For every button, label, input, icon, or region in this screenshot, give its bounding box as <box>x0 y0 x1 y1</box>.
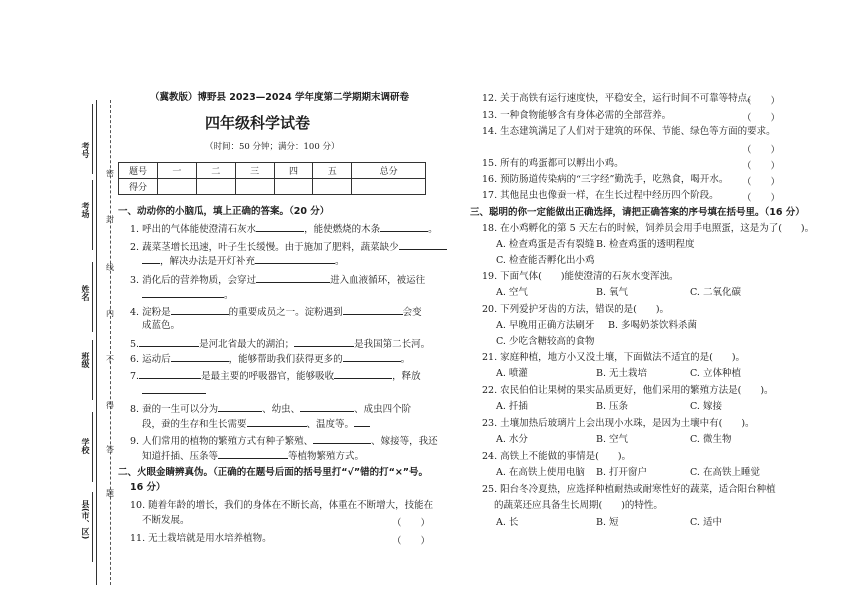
question-text: 是我国第二长河。 <box>354 339 431 350</box>
question-text: 是最主要的呼吸器官，能够吸收 <box>201 371 335 382</box>
question-21: 21. 家庭种植，地方小又没土壤，下面做法不适宜的是( )。 <box>482 352 746 363</box>
question-text: 会变 <box>402 307 422 318</box>
answer-blank[interactable] <box>171 352 229 362</box>
answer-blank[interactable] <box>334 369 392 379</box>
answer-blank[interactable] <box>313 434 371 444</box>
section1-heading: 一、动动你的小脑瓜，填上正确的答案。（20 分） <box>118 206 330 217</box>
question-8 <box>130 402 411 416</box>
option-c[interactable]: C. 微生物 <box>690 434 732 445</box>
question-text: 4. 淀粉是 <box>130 307 171 318</box>
option-c[interactable]: C. 二氧化碳 <box>690 287 741 298</box>
question-text: 。 <box>224 290 234 301</box>
question-text: 7. <box>130 371 140 382</box>
score-table-cell: 题号 <box>119 163 158 179</box>
option-c[interactable]: C. 嫁接 <box>690 401 722 412</box>
question-text: 、嫁接等，我还 <box>371 436 438 447</box>
label-county: 县(市、区) <box>81 500 90 540</box>
question-20: 20. 下列爱护牙齿的方法，错误的是( )。 <box>482 304 670 315</box>
question-10-line2: 不断发展。 <box>142 515 190 526</box>
option-a[interactable]: A. 检查鸡蛋是否有裂缝 <box>496 239 595 250</box>
section2-heading: 二、火眼金睛辨真伪。（正确的在题号后面的括号里打“√”错的打“×”号。 <box>118 467 429 478</box>
judge-answer-paren[interactable]: （ ） <box>742 96 781 107</box>
seal-char: 不 <box>106 355 114 364</box>
option-c[interactable]: C. 适中 <box>690 517 722 528</box>
question-9-line2 <box>142 449 364 463</box>
question-text: 3. 消化后的营养物质，会穿过 <box>130 275 257 286</box>
judge-answer-paren[interactable]: （ ） <box>742 161 781 172</box>
binding-line-outer <box>96 100 97 585</box>
question-text: 6. 运动后 <box>130 354 171 365</box>
option-b[interactable]: B. 多喝奶茶饮料杀菌 <box>608 320 698 331</box>
field-county[interactable] <box>92 492 93 562</box>
question-12: 12. 关于高铁有运行速度快，平稳安全，运行时间不可靠等特点。 <box>482 93 757 104</box>
question-text: 知道扦插、压条等 <box>142 451 219 462</box>
judge-answer-paren[interactable]: （ ） <box>392 518 431 529</box>
score-table <box>118 162 426 195</box>
answer-blank[interactable] <box>255 254 335 264</box>
seal-char: 封 <box>106 215 114 224</box>
answer-blank[interactable] <box>142 288 224 298</box>
question-text: 是河北省最大的湖泊； <box>199 339 295 350</box>
answer-blank[interactable] <box>300 402 354 412</box>
answer-blank[interactable] <box>256 273 330 283</box>
question-1 <box>130 222 438 236</box>
answer-blank[interactable] <box>142 384 206 394</box>
label-name: 姓名 <box>81 285 90 301</box>
label-school: 学校 <box>81 438 90 454</box>
question-text: 等植物繁殖方式。 <box>288 451 365 462</box>
option-a[interactable]: A. 在高铁上使用电脑 <box>496 467 585 478</box>
question-22: 22. 农民伯伯让果树的果实品质更好，他们采用的繁殖方法是( )。 <box>482 385 774 396</box>
option-b[interactable]: B. 氧气 <box>596 287 629 298</box>
option-b[interactable]: B. 空气 <box>596 434 629 445</box>
label-exam-room: 考场 <box>81 202 90 218</box>
question-2-line2 <box>142 254 345 268</box>
question-text: ，能够帮助我们获得更多的 <box>228 354 343 365</box>
question-text: ，释放 <box>392 371 421 382</box>
field-exam-number[interactable] <box>92 104 93 174</box>
answer-blank[interactable] <box>139 337 199 347</box>
judge-answer-paren[interactable]: （ ） <box>742 177 781 188</box>
field-exam-room[interactable] <box>92 180 93 250</box>
option-a[interactable]: A. 长 <box>496 517 519 528</box>
answer-blank[interactable] <box>256 222 304 232</box>
option-c[interactable]: C. 立体种植 <box>690 368 741 379</box>
question-25: 25. 阳台冬冷夏热，应选择种植耐热或耐寒性好的蔬菜，适合阳台种植 <box>482 484 776 495</box>
answer-blank[interactable] <box>399 240 447 250</box>
answer-blank[interactable] <box>139 369 201 379</box>
question-18: 18. 在小鸡孵化的第 5 天左右的时候，饲养员会用手电照蛋，这是为了( )。 <box>482 223 815 234</box>
question-10: 10. 随着年龄的增长，我们的身体在不断长高，体重在不断增大，技能在 <box>130 500 434 511</box>
question-23: 23. 土壤加热后玻璃片上会出现小水珠，是因为土壤中有( )。 <box>482 418 755 429</box>
score-table-cell: 四 <box>274 163 313 179</box>
option-a[interactable]: A. 空气 <box>496 287 528 298</box>
option-b[interactable]: B. 检查鸡蛋的透明程度 <box>596 239 695 250</box>
question-text: 1. 呼出的气体能使澄清石灰水 <box>130 224 257 235</box>
field-name[interactable] <box>92 262 93 332</box>
score-table-cell: 三 <box>235 163 274 179</box>
score-input-cell[interactable] <box>352 179 426 195</box>
score-table-cell: 一 <box>158 163 197 179</box>
option-a[interactable]: A. 扦插 <box>496 401 528 412</box>
answer-blank[interactable] <box>218 402 262 412</box>
question-text: 的重要成员之一。淀粉遇到 <box>228 307 343 318</box>
question-14: 14. 生态建筑满足了人们对于建筑的环保、节能、绿色等方面的要求。 <box>482 126 776 137</box>
question-17: 17. 其他昆虫也像蚕一样，在生长过程中经历四个阶段。 <box>482 190 719 201</box>
answer-blank[interactable] <box>354 417 370 427</box>
option-b[interactable]: B. 无土栽培 <box>596 368 648 379</box>
score-table-cell: 五 <box>313 163 352 179</box>
score-input-cell[interactable] <box>274 179 313 195</box>
judge-answer-paren[interactable]: （ ） <box>392 536 431 547</box>
score-table-score-row <box>119 179 426 195</box>
judge-answer-paren[interactable]: （ ） <box>742 145 781 156</box>
answer-blank[interactable] <box>142 254 160 264</box>
exam-subtitle: （冀教版）博野县 2023—2024 学年度第二学期期末调研卷 <box>150 92 409 103</box>
option-b[interactable]: B. 短 <box>596 517 619 528</box>
score-table-cell: 二 <box>196 163 235 179</box>
option-c[interactable]: C. 检查能否孵化出小鸡 <box>496 255 595 266</box>
question-2 <box>130 240 447 254</box>
score-table-header-row <box>119 163 426 179</box>
question-16: 16. 预防肠道传染病的“三字经”勤洗手，吃熟食，喝开水。 <box>482 174 729 185</box>
question-15: 15. 所有的鸡蛋都可以孵出小鸡。 <box>482 158 624 169</box>
option-c[interactable]: C. 在高铁上睡觉 <box>690 467 760 478</box>
question-7 <box>130 369 421 383</box>
score-table-cell: 总分 <box>352 163 426 179</box>
score-input-cell[interactable] <box>313 179 352 195</box>
question-4 <box>130 305 422 319</box>
answer-blank[interactable] <box>343 305 403 315</box>
question-text: 。 <box>400 354 411 365</box>
option-c[interactable]: C. 少吃含糖较高的食物 <box>496 336 595 347</box>
seal-char: 线 <box>106 263 114 272</box>
score-input-cell[interactable] <box>158 179 197 195</box>
question-5 <box>130 337 430 351</box>
judge-answer-paren[interactable]: （ ） <box>742 113 781 124</box>
label-exam-number: 考号 <box>81 142 90 158</box>
judge-answer-paren[interactable]: （ ） <box>742 193 781 204</box>
question-6 <box>130 352 410 366</box>
seal-char: 密 <box>106 169 114 178</box>
field-school[interactable] <box>92 412 93 482</box>
answer-blank[interactable] <box>343 352 401 362</box>
question-text: ，能使燃烧的木条 <box>304 224 381 235</box>
section2-heading-cont: 16 分） <box>130 482 166 493</box>
answer-blank[interactable] <box>171 305 229 315</box>
question-4-line2 <box>142 320 180 332</box>
score-input-cell[interactable] <box>235 179 274 195</box>
question-text: 5. <box>130 339 140 350</box>
question-text: 、成虫四个阶 <box>354 404 412 415</box>
question-text: 成蓝色。 <box>142 320 181 331</box>
question-text: 。 <box>428 224 438 235</box>
question-24: 24. 高铁上不能做的事情是( )。 <box>482 451 632 462</box>
question-3-line2 <box>142 288 234 302</box>
section3-heading: 三、聪明的你一定能做出正确选择，请把正确答案的序号填在括号里。（16 分） <box>470 207 805 218</box>
seal-char: 答 <box>106 445 114 454</box>
question-text: ，解决办法是开灯补充 <box>160 256 256 267</box>
question-9 <box>130 434 438 448</box>
option-b[interactable]: B. 打开窗户 <box>596 467 648 478</box>
question-8-line2 <box>142 417 370 431</box>
answer-blank[interactable] <box>380 222 428 232</box>
question-text: 2. 蔬菜茎增长迅速，叶子生长缓慢。由于施加了肥料，蔬菜缺少 <box>130 242 399 253</box>
time-info: （时间：50 分钟；满分：100 分） <box>205 142 340 152</box>
score-table-cell: 得分 <box>119 179 158 195</box>
question-13: 13. 一种食物能够含有身体必需的全部营养。 <box>482 110 672 121</box>
question-25-line2: 的蔬菜还应具备生长周期( )的特性。 <box>494 500 663 511</box>
exam-title: 四年级科学试卷 <box>205 114 311 132</box>
option-a[interactable]: A. 早晚用正确方法刷牙 <box>496 320 595 331</box>
option-b[interactable]: B. 压条 <box>596 401 629 412</box>
question-11: 11. 无土栽培就是用水培养植物。 <box>130 533 272 544</box>
question-text: 进入血液循环，被运往 <box>330 275 426 286</box>
question-text: 段，蚕的生存和生长需要 <box>142 419 247 430</box>
score-input-cell[interactable] <box>196 179 235 195</box>
field-class[interactable] <box>92 340 93 400</box>
question-7-line2 <box>142 384 206 398</box>
option-a[interactable]: A. 水分 <box>496 434 528 445</box>
seal-char: 内 <box>106 309 114 318</box>
answer-blank[interactable] <box>247 417 307 427</box>
label-class: 班级 <box>81 352 90 368</box>
question-3 <box>130 273 425 287</box>
seal-char: 题 <box>106 489 114 498</box>
question-text: 。 <box>335 256 345 267</box>
question-text: 、幼虫、 <box>262 404 301 415</box>
option-a[interactable]: A. 喷灌 <box>496 368 528 379</box>
question-text: 9. 人们常用的植物的繁殖方式有种子繁殖、 <box>130 436 314 447</box>
question-19: 19. 下面气体( )能使澄清的石灰水变浑浊。 <box>482 271 679 282</box>
seal-char: 得 <box>106 401 114 410</box>
question-text: 、温度等。 <box>306 419 355 430</box>
answer-blank[interactable] <box>218 449 288 459</box>
question-text: 8. 蚕的一生可以分为 <box>130 404 219 415</box>
answer-blank[interactable] <box>294 337 354 347</box>
